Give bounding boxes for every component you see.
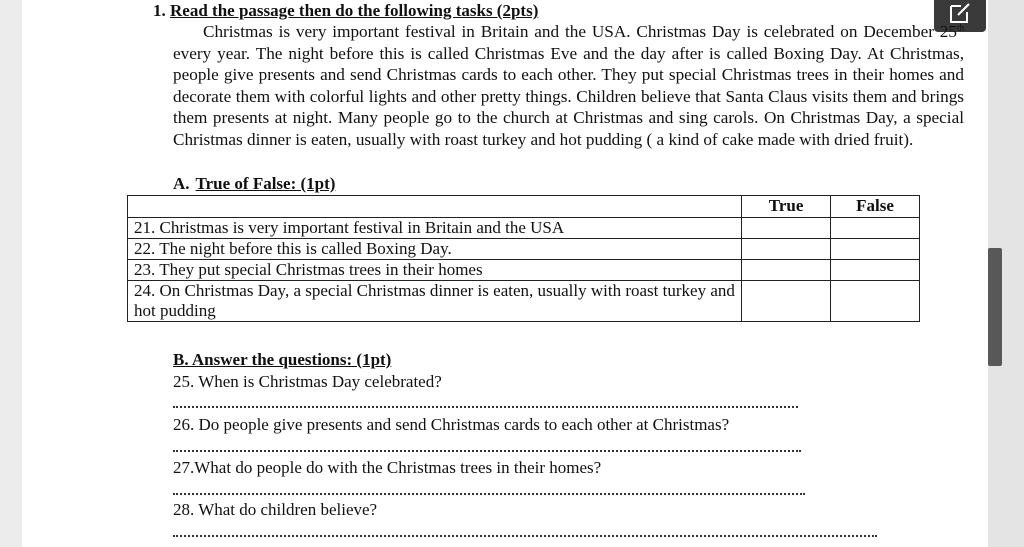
false-cell-23[interactable] [831,260,920,281]
task-title [153,1,538,21]
true-cell-23[interactable] [742,260,831,281]
answer-line-26[interactable] [173,450,801,452]
statement-24: 24. On Christmas Day, a special Christmas dinner is eaten, usually with roast turkey and hot pudding [128,281,742,322]
true-false-table [127,195,920,322]
section-a-label: A. [173,174,190,193]
false-cell-22[interactable] [831,239,920,260]
table-row [128,218,920,239]
statement-21: 21. Christmas is very important festival in Britain and the USA [128,218,742,239]
statement-23: 23. They put special Christmas trees in their homes [128,260,742,281]
true-header: True [742,196,831,218]
table-row [128,239,920,260]
reading-passage [173,21,964,151]
table-row [128,260,920,281]
task-number: 1. [153,1,166,20]
section-a-heading [173,174,335,194]
table-header-row [128,196,920,218]
statement-22: 22. The night before this is called Boxing Day. [128,239,742,260]
vertical-scrollbar[interactable] [988,248,1002,366]
question-26: 26. Do people give presents and send Christmas cards to each other at Christmas? [173,415,730,434]
true-cell-24[interactable] [742,281,831,322]
question-25: 25. When is Christmas Day celebrated? [173,372,442,391]
false-cell-21[interactable] [831,218,920,239]
passage-text-1: Christmas is very important festival in Britain and the USA. Christmas Day is celebrated on December 25 [203,22,957,41]
answer-line-28[interactable] [173,535,877,537]
question-28: 28. What do children believe? [173,500,378,519]
false-cell-24[interactable] [831,281,920,322]
true-cell-21[interactable] [742,218,831,239]
section-b-heading: B. Answer the questions: (1pt) [173,350,392,369]
table-row [128,281,920,322]
question-27: 27.What do people do with the Christmas trees in their homes? [173,458,602,477]
section-a-title: True of False: (1pt) [195,174,336,193]
passage-text-2: every year. The night before this is called Christmas Eve and the day after is called Boxing Day. At Christmas, people give presents and send Christmas cards to each other. They put special Christmas trees in their homes and decorate them with colorful lights and other pretty things. Children believe that Santa Claus visits them and brings them presents at night. Many people go to the church at Christmas and sing carols. On Christmas Day, a special Christmas dinner is eaten, usually with roast turkey and hot pudding ( a kind of cake made with dried fruit). [173,43,964,149]
statement-header [128,196,742,218]
ordinal-suffix: th [956,22,964,33]
true-cell-22[interactable] [742,239,831,260]
answer-line-27[interactable] [173,493,805,495]
answer-line-25[interactable] [173,406,798,408]
false-header: False [831,196,920,218]
task-title-text: Read the passage then do the following tasks (2pts) [170,1,539,20]
